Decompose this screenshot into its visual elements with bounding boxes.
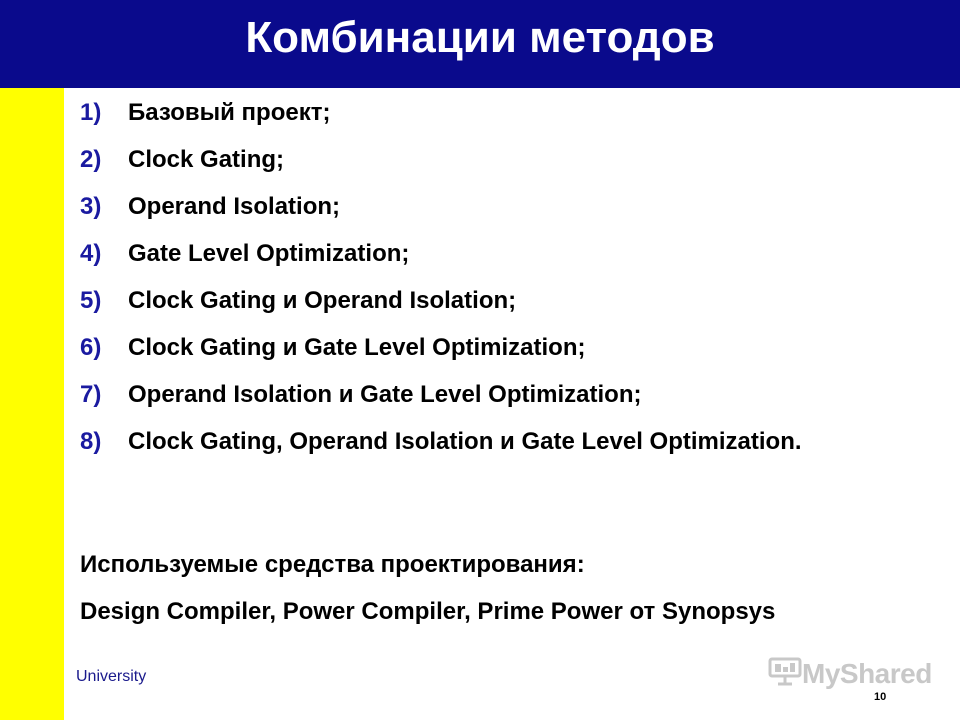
side-accent-strip: [0, 88, 64, 720]
combination-list: [80, 98, 940, 474]
list-text: Operand Isolation;: [128, 193, 341, 220]
list-number: 8): [80, 428, 102, 455]
list-number: 6): [80, 334, 102, 361]
list-item: [80, 145, 940, 175]
list-number: 4): [80, 240, 102, 267]
list-item: [80, 333, 940, 363]
list-item: [80, 427, 940, 457]
list-number: 5): [80, 287, 102, 314]
slide-title: Комбинации методов: [245, 13, 715, 62]
list-number: 2): [80, 146, 102, 173]
list-item: [80, 380, 940, 410]
tools-list: Design Compiler, Power Compiler, Prime Power от Synopsys: [80, 598, 776, 625]
watermark-text: MyShared: [802, 657, 932, 689]
list-number: 7): [80, 381, 102, 408]
list-text: Базовый проект;: [128, 99, 331, 126]
watermark-logo: [768, 656, 932, 691]
list-text: Operand Isolation и Gate Level Optimization;: [128, 381, 642, 408]
list-item: [80, 239, 940, 269]
list-item: [80, 286, 940, 316]
list-item: [80, 98, 940, 128]
list-text: Clock Gating и Operand Isolation;: [128, 287, 517, 314]
list-text: Gate Level Optimization;: [128, 240, 410, 267]
list-text: Clock Gating, Operand Isolation и Gate Level Optimization.: [128, 428, 802, 455]
page-number: 10: [874, 691, 887, 703]
presentation-icon: [768, 656, 802, 691]
footer-university-label: University: [76, 668, 147, 685]
list-number: 3): [80, 193, 102, 220]
list-text: Clock Gating;: [128, 146, 285, 173]
list-item: [80, 192, 940, 222]
tools-heading: Используемые средства проектирования:: [80, 551, 585, 578]
list-text: Clock Gating и Gate Level Optimization;: [128, 334, 586, 361]
list-number: 1): [80, 99, 102, 126]
